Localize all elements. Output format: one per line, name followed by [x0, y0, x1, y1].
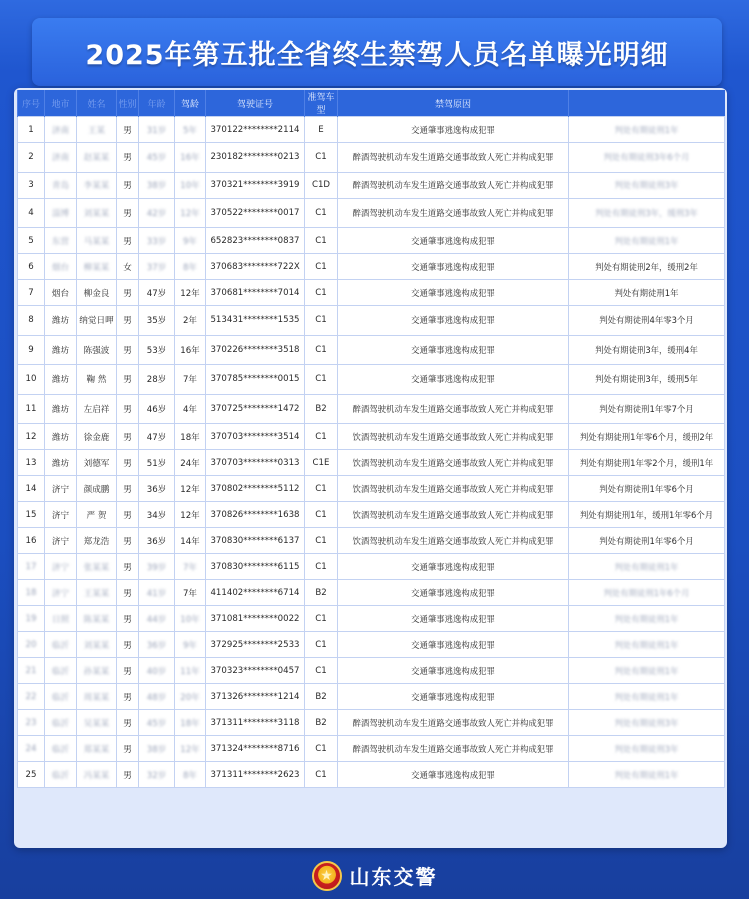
cell-sex: 男	[117, 117, 139, 143]
cell-sentence: 判处有期徒刑3年，缓刑3年	[569, 198, 725, 228]
cell-driving-years: 5年	[175, 117, 206, 143]
cell-reason: 饮酒驾驶机动车发生道路交通事故致人死亡并构成犯罪	[338, 476, 569, 502]
cell-vehicle-class: C1	[305, 228, 338, 254]
table-row	[18, 198, 725, 228]
cell-no: 14	[18, 476, 45, 502]
cell-age: 32岁	[139, 762, 175, 788]
cell-name: 陈强波	[77, 335, 117, 365]
table-row	[18, 254, 725, 280]
cell-sentence: 判处有期徒刑1年	[569, 632, 725, 658]
cell-license-no: 371324********8716	[206, 736, 305, 762]
cell-no: 12	[18, 424, 45, 450]
cell-vehicle-class: E	[305, 117, 338, 143]
cell-reason: 交通肇事逃逸构成犯罪	[338, 658, 569, 684]
cell-driving-years: 7年	[175, 365, 206, 395]
cell-sex: 男	[117, 580, 139, 606]
cell-name: 周某某	[77, 684, 117, 710]
cell-reason: 交通肇事逃逸构成犯罪	[338, 254, 569, 280]
cell-vehicle-class: C1	[305, 143, 338, 173]
cell-name: 左启祥	[77, 394, 117, 424]
table-body	[18, 117, 725, 788]
cell-sentence: 判处有期徒刑3年6个月	[569, 143, 725, 173]
table-row	[18, 280, 725, 306]
cell-sex: 男	[117, 198, 139, 228]
cell-vehicle-class: C1	[305, 198, 338, 228]
cell-vehicle-class: C1	[305, 424, 338, 450]
cell-driving-years: 11年	[175, 658, 206, 684]
cell-license-no: 371326********1214	[206, 684, 305, 710]
cell-reason: 饮酒驾驶机动车发生道路交通事故致人死亡并构成犯罪	[338, 502, 569, 528]
banned-drivers-table	[17, 90, 725, 788]
page-title: 2025年第五批全省终生禁驾人员名单曝光明细	[85, 39, 669, 71]
cell-vehicle-class: B2	[305, 580, 338, 606]
table-row	[18, 450, 725, 476]
cell-city: 济宁	[45, 528, 77, 554]
cell-vehicle-class: C1	[305, 365, 338, 395]
cell-sentence: 判处有期徒刑1年6个月	[569, 580, 725, 606]
cell-age: 53岁	[139, 335, 175, 365]
cell-driving-years: 12年	[175, 502, 206, 528]
cell-vehicle-class: C1	[305, 254, 338, 280]
cell-license-no: 370122********2114	[206, 117, 305, 143]
cell-city: 济宁	[45, 580, 77, 606]
table-row	[18, 143, 725, 173]
cell-reason: 交通肇事逃逸构成犯罪	[338, 228, 569, 254]
cell-city: 潍坊	[45, 424, 77, 450]
cell-license-no: 230182********0213	[206, 143, 305, 173]
table-row	[18, 117, 725, 143]
col-header-name: 姓名	[77, 90, 117, 117]
cell-no: 22	[18, 684, 45, 710]
cell-driving-years: 12年	[175, 736, 206, 762]
table-row	[18, 476, 725, 502]
cell-name: 刘某某	[77, 198, 117, 228]
cell-sex: 男	[117, 684, 139, 710]
cell-age: 37岁	[139, 254, 175, 280]
col-header-vehicle-class: 准驾车型	[305, 90, 338, 117]
cell-reason: 交通肇事逃逸构成犯罪	[338, 335, 569, 365]
cell-sex: 男	[117, 394, 139, 424]
cell-age: 47岁	[139, 424, 175, 450]
cell-no: 25	[18, 762, 45, 788]
cell-name: 冯某某	[77, 762, 117, 788]
cell-reason: 醉酒驾驶机动车发生道路交通事故致人死亡并构成犯罪	[338, 143, 569, 173]
cell-name: 王某某	[77, 580, 117, 606]
cell-license-no: 370785********0015	[206, 365, 305, 395]
col-header-no: 序号	[18, 90, 45, 117]
cell-name: 柳金良	[77, 280, 117, 306]
cell-driving-years: 12年	[175, 280, 206, 306]
police-emblem-icon: ★	[312, 861, 342, 891]
cell-sentence: 判处有期徒刑1年	[569, 280, 725, 306]
cell-vehicle-class: C1	[305, 554, 338, 580]
cell-sentence: 判处有期徒刑1年	[569, 658, 725, 684]
cell-vehicle-class: C1	[305, 306, 338, 336]
cell-sentence: 判处有期徒刑2年，缓刑2年	[569, 254, 725, 280]
cell-sex: 男	[117, 554, 139, 580]
table-header-row	[18, 90, 725, 117]
cell-no: 13	[18, 450, 45, 476]
cell-city: 临沂	[45, 658, 77, 684]
cell-license-no: 371311********3118	[206, 710, 305, 736]
cell-age: 45岁	[139, 143, 175, 173]
cell-driving-years: 8年	[175, 254, 206, 280]
cell-license-no: 652823********0837	[206, 228, 305, 254]
cell-sentence: 判处有期徒刑3年，缓刑4年	[569, 335, 725, 365]
cell-reason: 交通肇事逃逸构成犯罪	[338, 632, 569, 658]
cell-driving-years: 10年	[175, 172, 206, 198]
cell-license-no: 411402********6714	[206, 580, 305, 606]
cell-sentence: 判处有期徒刑1年	[569, 117, 725, 143]
cell-city: 临沂	[45, 736, 77, 762]
cell-no: 24	[18, 736, 45, 762]
cell-age: 36岁	[139, 528, 175, 554]
cell-reason: 交通肇事逃逸构成犯罪	[338, 117, 569, 143]
cell-name: 王某	[77, 117, 117, 143]
table-row	[18, 554, 725, 580]
cell-driving-years: 14年	[175, 528, 206, 554]
cell-reason: 交通肇事逃逸构成犯罪	[338, 306, 569, 336]
cell-name: 刘某某	[77, 632, 117, 658]
cell-sex: 男	[117, 736, 139, 762]
table-row	[18, 762, 725, 788]
cell-vehicle-class: C1E	[305, 450, 338, 476]
cell-license-no: 370321********3919	[206, 172, 305, 198]
cell-vehicle-class: C1	[305, 736, 338, 762]
cell-vehicle-class: B2	[305, 710, 338, 736]
col-header-sentence	[569, 90, 725, 117]
cell-driving-years: 24年	[175, 450, 206, 476]
cell-name: 纳觉日呷	[77, 306, 117, 336]
cell-sex: 女	[117, 254, 139, 280]
cell-driving-years: 12年	[175, 198, 206, 228]
cell-sentence: 判处有期徒刑1年零6个月	[569, 528, 725, 554]
cell-reason: 交通肇事逃逸构成犯罪	[338, 554, 569, 580]
cell-driving-years: 2年	[175, 306, 206, 336]
cell-sex: 男	[117, 450, 139, 476]
cell-license-no: 370703********3514	[206, 424, 305, 450]
cell-license-no: 370830********6137	[206, 528, 305, 554]
cell-city: 潍坊	[45, 365, 77, 395]
cell-driving-years: 18年	[175, 710, 206, 736]
cell-age: 47岁	[139, 280, 175, 306]
cell-age: 40岁	[139, 658, 175, 684]
cell-sentence: 判处有期徒刑4年零3个月	[569, 306, 725, 336]
cell-age: 42岁	[139, 198, 175, 228]
table-row	[18, 658, 725, 684]
cell-sentence: 判处有期徒刑3年	[569, 710, 725, 736]
cell-sex: 男	[117, 710, 139, 736]
cell-driving-years: 9年	[175, 228, 206, 254]
cell-sentence: 判处有期徒刑1年零7个月	[569, 394, 725, 424]
cell-reason: 饮酒驾驶机动车发生道路交通事故致人死亡并构成犯罪	[338, 424, 569, 450]
cell-reason: 醉酒驾驶机动车发生道路交通事故致人死亡并构成犯罪	[338, 198, 569, 228]
cell-driving-years: 7年	[175, 580, 206, 606]
cell-name: 颜成鹏	[77, 476, 117, 502]
cell-vehicle-class: C1	[305, 606, 338, 632]
cell-name: 李某某	[77, 172, 117, 198]
cell-city: 东营	[45, 228, 77, 254]
cell-name: 鞠 然	[77, 365, 117, 395]
cell-no: 7	[18, 280, 45, 306]
cell-reason: 交通肇事逃逸构成犯罪	[338, 365, 569, 395]
footer	[0, 852, 749, 899]
cell-vehicle-class: C1	[305, 762, 338, 788]
cell-city: 临沂	[45, 710, 77, 736]
cell-city: 烟台	[45, 280, 77, 306]
cell-license-no: 372925********2533	[206, 632, 305, 658]
cell-sentence: 判处有期徒刑1年，缓刑1年零6个月	[569, 502, 725, 528]
cell-city: 济宁	[45, 502, 77, 528]
cell-no: 20	[18, 632, 45, 658]
cell-no: 9	[18, 335, 45, 365]
cell-age: 39岁	[139, 554, 175, 580]
cell-age: 41岁	[139, 580, 175, 606]
cell-age: 45岁	[139, 710, 175, 736]
table-row	[18, 632, 725, 658]
cell-sex: 男	[117, 476, 139, 502]
table-row	[18, 172, 725, 198]
cell-driving-years: 10年	[175, 606, 206, 632]
cell-city: 济宁	[45, 476, 77, 502]
cell-sex: 男	[117, 762, 139, 788]
cell-sex: 男	[117, 228, 139, 254]
table-container	[14, 88, 727, 848]
cell-reason: 饮酒驾驶机动车发生道路交通事故致人死亡并构成犯罪	[338, 528, 569, 554]
cell-no: 16	[18, 528, 45, 554]
cell-city: 青岛	[45, 172, 77, 198]
cell-vehicle-class: C1	[305, 280, 338, 306]
cell-sex: 男	[117, 280, 139, 306]
table-row	[18, 710, 725, 736]
cell-sex: 男	[117, 143, 139, 173]
cell-vehicle-class: C1	[305, 658, 338, 684]
table-row	[18, 424, 725, 450]
cell-name: 孙某某	[77, 658, 117, 684]
cell-name: 马某某	[77, 228, 117, 254]
cell-license-no: 370826********1638	[206, 502, 305, 528]
cell-vehicle-class: B2	[305, 394, 338, 424]
cell-city: 济南	[45, 117, 77, 143]
cell-name: 郑龙浩	[77, 528, 117, 554]
cell-license-no: 513431********1535	[206, 306, 305, 336]
cell-age: 44岁	[139, 606, 175, 632]
table-row	[18, 394, 725, 424]
cell-city: 日照	[45, 606, 77, 632]
cell-city: 临沂	[45, 632, 77, 658]
cell-sex: 男	[117, 424, 139, 450]
cell-vehicle-class: C1	[305, 528, 338, 554]
cell-license-no: 370725********1472	[206, 394, 305, 424]
cell-sentence: 判处有期徒刑1年零2个月，缓刑1年	[569, 450, 725, 476]
cell-vehicle-class: C1	[305, 632, 338, 658]
cell-reason: 交通肇事逃逸构成犯罪	[338, 606, 569, 632]
col-header-license-no: 驾驶证号	[206, 90, 305, 117]
cell-no: 21	[18, 658, 45, 684]
cell-license-no: 370226********3518	[206, 335, 305, 365]
table-row	[18, 684, 725, 710]
cell-no: 17	[18, 554, 45, 580]
cell-age: 38岁	[139, 172, 175, 198]
cell-city: 济宁	[45, 554, 77, 580]
table-row	[18, 335, 725, 365]
cell-age: 36岁	[139, 632, 175, 658]
cell-city: 济南	[45, 143, 77, 173]
table-row	[18, 365, 725, 395]
cell-sex: 男	[117, 335, 139, 365]
cell-no: 19	[18, 606, 45, 632]
cell-sentence: 判处有期徒刑1年零6个月，缓刑2年	[569, 424, 725, 450]
cell-sentence: 判处有期徒刑1年	[569, 762, 725, 788]
cell-sentence: 判处有期徒刑1年	[569, 228, 725, 254]
cell-license-no: 371081********0022	[206, 606, 305, 632]
cell-sentence: 判处有期徒刑3年	[569, 736, 725, 762]
cell-name: 柳某某	[77, 254, 117, 280]
cell-age: 31岁	[139, 117, 175, 143]
cell-no: 11	[18, 394, 45, 424]
cell-city: 淄博	[45, 198, 77, 228]
cell-sex: 男	[117, 502, 139, 528]
cell-license-no: 371311********2623	[206, 762, 305, 788]
cell-sentence: 判处有期徒刑1年零6个月	[569, 476, 725, 502]
cell-age: 34岁	[139, 502, 175, 528]
cell-license-no: 370522********0017	[206, 198, 305, 228]
cell-no: 23	[18, 710, 45, 736]
cell-name: 徐金鹿	[77, 424, 117, 450]
cell-reason: 交通肇事逃逸构成犯罪	[338, 580, 569, 606]
cell-vehicle-class: C1D	[305, 172, 338, 198]
cell-driving-years: 9年	[175, 632, 206, 658]
cell-sentence: 判处有期徒刑3年	[569, 172, 725, 198]
cell-reason: 交通肇事逃逸构成犯罪	[338, 280, 569, 306]
cell-vehicle-class: B2	[305, 684, 338, 710]
cell-no: 2	[18, 143, 45, 173]
cell-vehicle-class: C1	[305, 476, 338, 502]
table-row	[18, 528, 725, 554]
cell-no: 3	[18, 172, 45, 198]
cell-city: 烟台	[45, 254, 77, 280]
cell-reason: 醉酒驾驶机动车发生道路交通事故致人死亡并构成犯罪	[338, 710, 569, 736]
cell-driving-years: 4年	[175, 394, 206, 424]
cell-name: 张某某	[77, 554, 117, 580]
cell-license-no: 370683********722X	[206, 254, 305, 280]
table-row	[18, 580, 725, 606]
cell-no: 15	[18, 502, 45, 528]
cell-sex: 男	[117, 658, 139, 684]
cell-sex: 男	[117, 365, 139, 395]
cell-no: 5	[18, 228, 45, 254]
cell-no: 10	[18, 365, 45, 395]
table-row	[18, 228, 725, 254]
cell-reason: 醉酒驾驶机动车发生道路交通事故致人死亡并构成犯罪	[338, 736, 569, 762]
cell-license-no: 370703********0313	[206, 450, 305, 476]
cell-license-no: 370681********7014	[206, 280, 305, 306]
cell-name: 郑某某	[77, 736, 117, 762]
cell-driving-years: 7年	[175, 554, 206, 580]
cell-no: 8	[18, 306, 45, 336]
cell-license-no: 370802********5112	[206, 476, 305, 502]
cell-age: 33岁	[139, 228, 175, 254]
cell-driving-years: 20年	[175, 684, 206, 710]
cell-driving-years: 16年	[175, 335, 206, 365]
cell-vehicle-class: C1	[305, 335, 338, 365]
cell-sex: 男	[117, 528, 139, 554]
cell-sentence: 判处有期徒刑3年，缓刑5年	[569, 365, 725, 395]
cell-age: 46岁	[139, 394, 175, 424]
title-banner	[32, 18, 722, 86]
cell-age: 28岁	[139, 365, 175, 395]
footer-org-name: 山东交警	[349, 865, 438, 889]
cell-city: 潍坊	[45, 394, 77, 424]
col-header-sex: 性别	[117, 90, 139, 117]
cell-sentence: 判处有期徒刑1年	[569, 684, 725, 710]
table-row	[18, 306, 725, 336]
cell-age: 36岁	[139, 476, 175, 502]
col-header-reason: 禁驾原因	[338, 90, 569, 117]
cell-sex: 男	[117, 172, 139, 198]
cell-reason: 醉酒驾驶机动车发生道路交通事故致人死亡并构成犯罪	[338, 394, 569, 424]
cell-reason: 饮酒驾驶机动车发生道路交通事故致人死亡并构成犯罪	[338, 450, 569, 476]
cell-city: 潍坊	[45, 335, 77, 365]
cell-no: 4	[18, 198, 45, 228]
cell-name: 刘德军	[77, 450, 117, 476]
cell-no: 6	[18, 254, 45, 280]
col-header-city: 地市	[45, 90, 77, 117]
cell-age: 35岁	[139, 306, 175, 336]
cell-reason: 交通肇事逃逸构成犯罪	[338, 762, 569, 788]
cell-name: 陈某某	[77, 606, 117, 632]
cell-license-no: 370830********6115	[206, 554, 305, 580]
cell-sex: 男	[117, 632, 139, 658]
cell-sex: 男	[117, 606, 139, 632]
cell-no: 18	[18, 580, 45, 606]
col-header-age: 年龄	[139, 90, 175, 117]
cell-vehicle-class: C1	[305, 502, 338, 528]
table-row	[18, 502, 725, 528]
cell-driving-years: 12年	[175, 476, 206, 502]
cell-age: 38岁	[139, 736, 175, 762]
cell-driving-years: 18年	[175, 424, 206, 450]
cell-age: 48岁	[139, 684, 175, 710]
cell-reason: 醉酒驾驶机动车发生道路交通事故致人死亡并构成犯罪	[338, 172, 569, 198]
cell-driving-years: 8年	[175, 762, 206, 788]
cell-no: 1	[18, 117, 45, 143]
cell-license-no: 370323********0457	[206, 658, 305, 684]
cell-driving-years: 16年	[175, 143, 206, 173]
cell-city: 潍坊	[45, 450, 77, 476]
table-row	[18, 736, 725, 762]
cell-city: 潍坊	[45, 306, 77, 336]
cell-city: 临沂	[45, 762, 77, 788]
cell-age: 51岁	[139, 450, 175, 476]
cell-reason: 交通肇事逃逸构成犯罪	[338, 684, 569, 710]
cell-sentence: 判处有期徒刑1年	[569, 606, 725, 632]
cell-sentence: 判处有期徒刑1年	[569, 554, 725, 580]
cell-name: 严 贺	[77, 502, 117, 528]
cell-sex: 男	[117, 306, 139, 336]
table-row	[18, 606, 725, 632]
cell-name: 吴某某	[77, 710, 117, 736]
cell-name: 赵某某	[77, 143, 117, 173]
cell-city: 临沂	[45, 684, 77, 710]
col-header-driving-years: 驾龄	[175, 90, 206, 117]
